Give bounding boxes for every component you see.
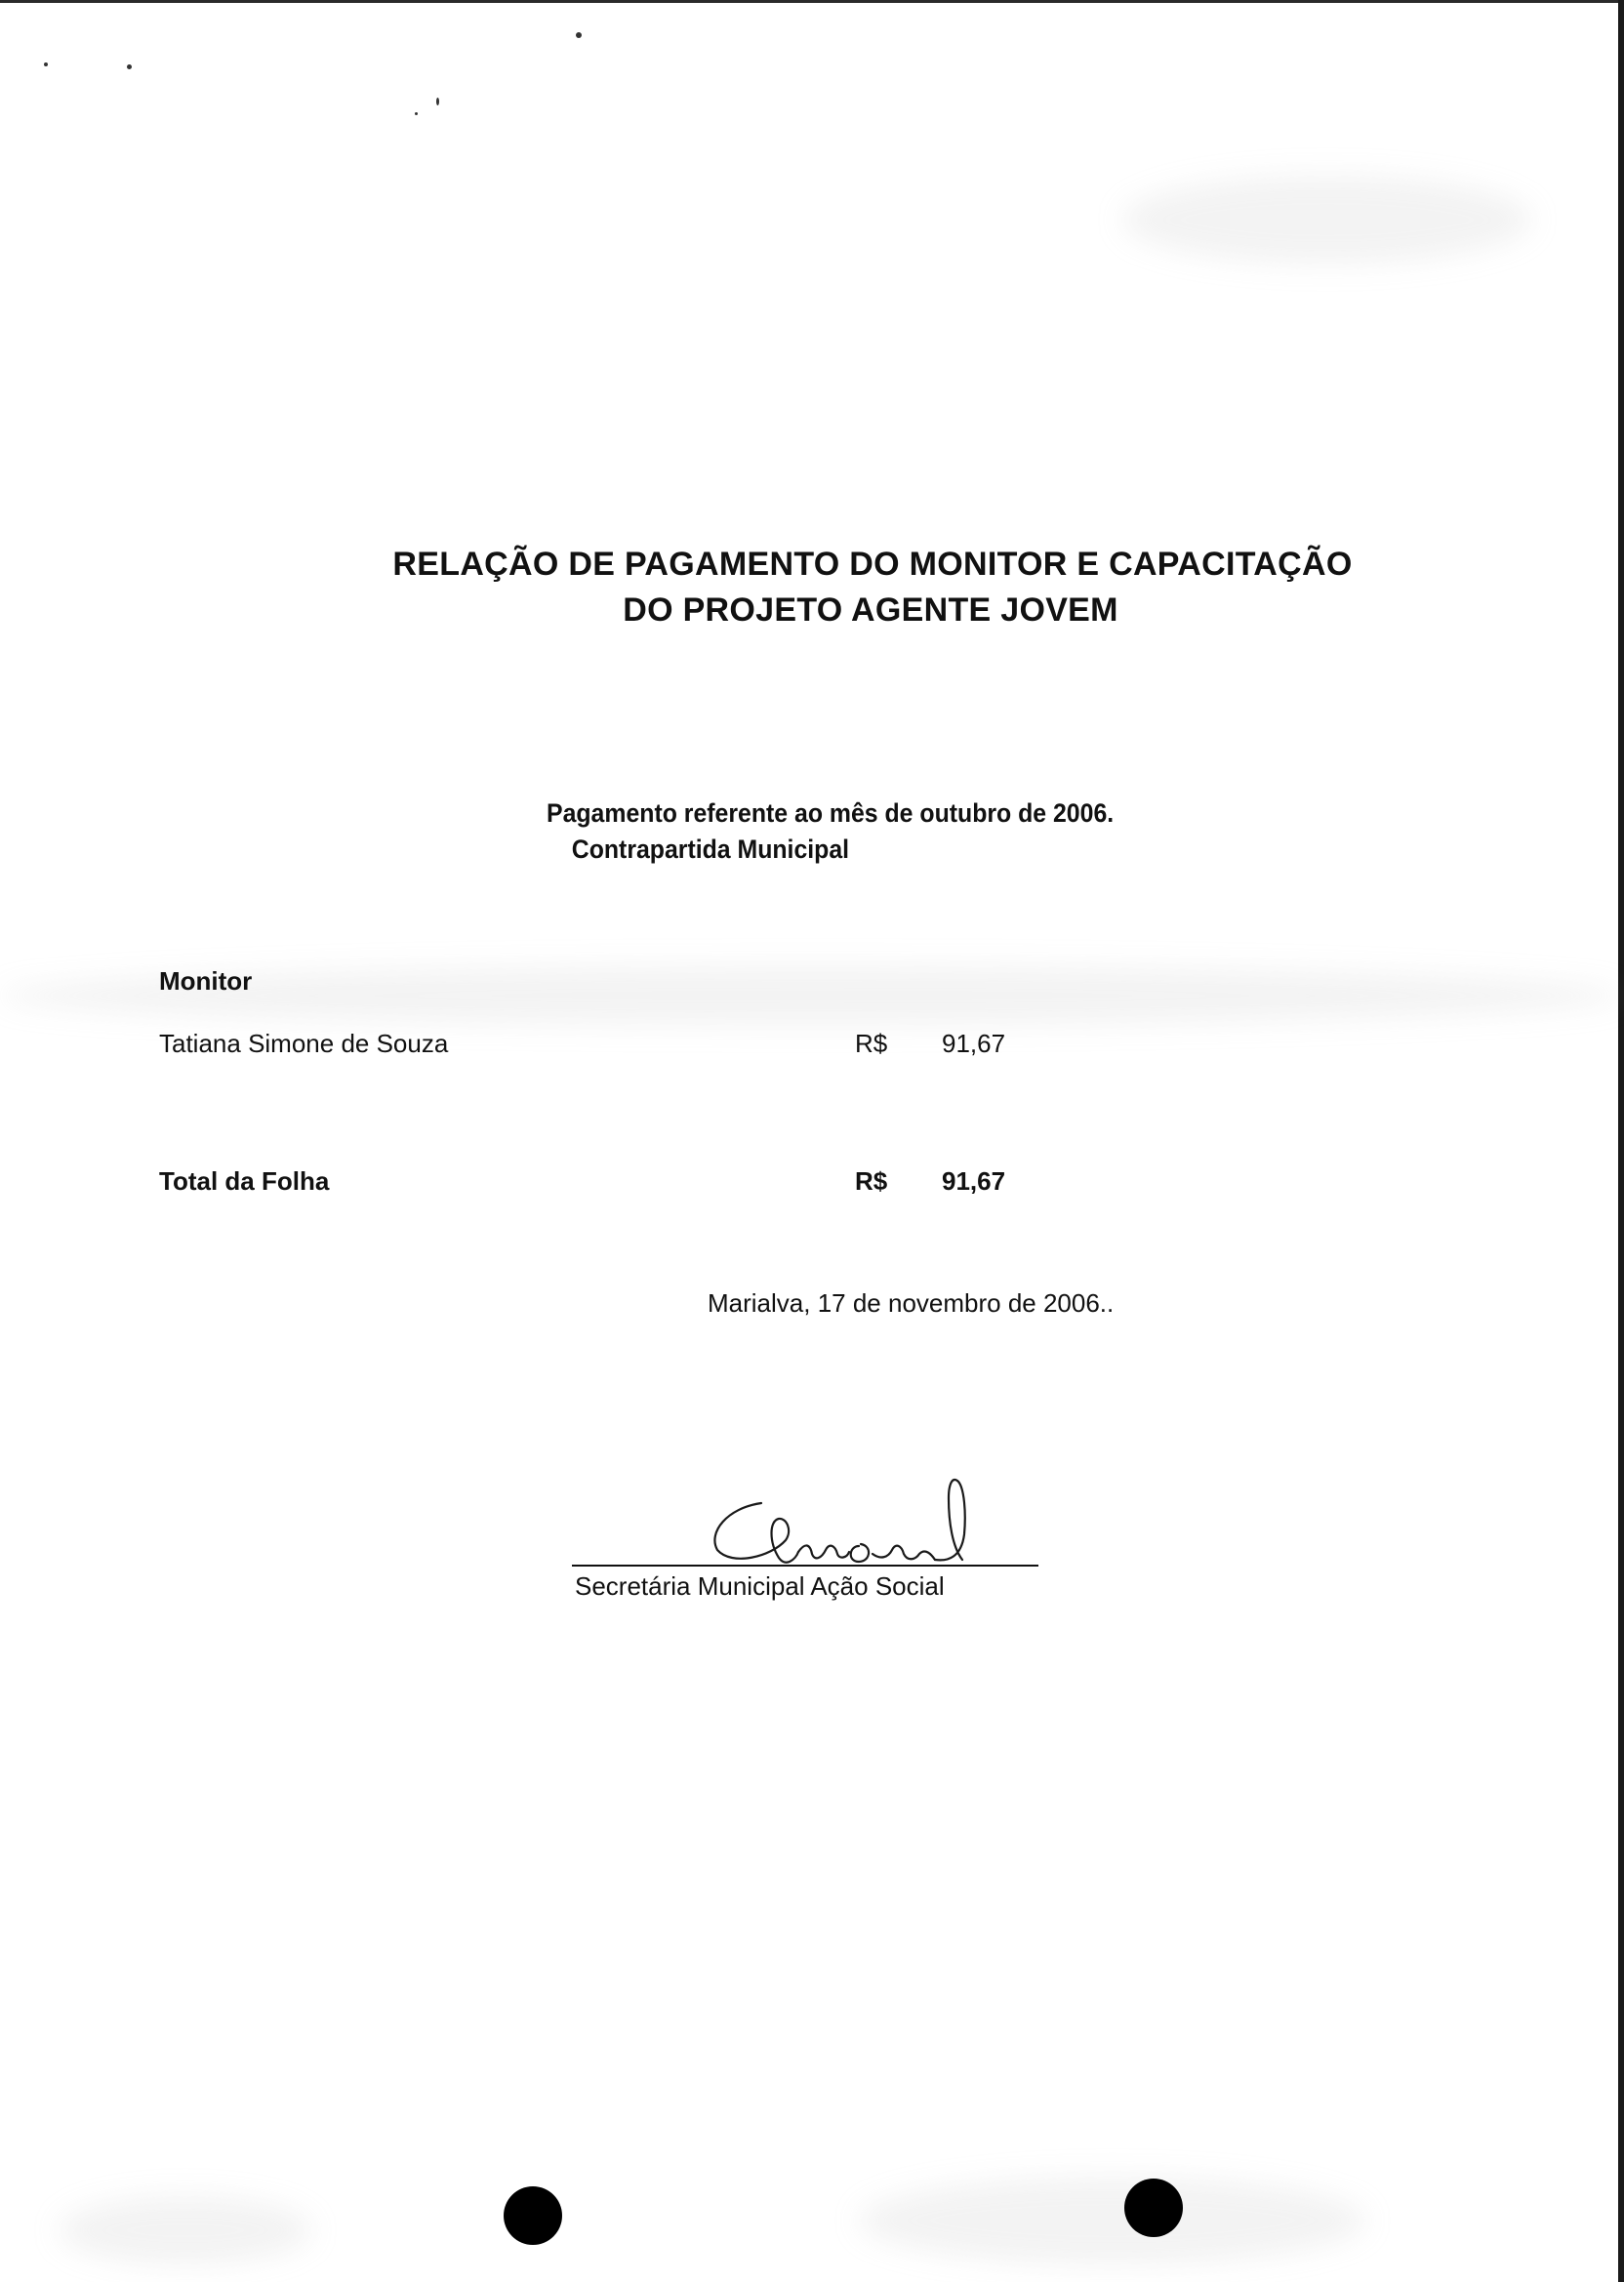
handwritten-signature	[693, 1464, 1044, 1571]
scan-edge-right	[1618, 0, 1624, 2282]
scan-speck	[415, 112, 418, 115]
scan-speck	[576, 32, 582, 38]
scan-smudge	[1122, 176, 1532, 264]
counterpart-label: Contrapartida Municipal	[571, 835, 850, 864]
total-label: Total da Folha	[159, 1166, 330, 1196]
title-line-1: RELAÇÃO DE PAGAMENTO DO MONITOR E CAPACITAÇÃO	[392, 546, 1353, 583]
payee-currency: R$	[855, 1029, 888, 1058]
signature-line	[572, 1565, 1038, 1567]
payee-amount: 91,67	[942, 1029, 1006, 1058]
signature-caption: Secretária Municipal Ação Social	[575, 1571, 945, 1601]
punch-hole-right	[1124, 2179, 1183, 2237]
scan-smudge	[859, 2177, 1366, 2264]
payment-reference	[547, 795, 1114, 868]
payment-reference-line: Pagamento referente ao mês de outubro de 2006.	[547, 798, 1115, 828]
total-currency: R$	[855, 1166, 888, 1196]
total-row	[159, 1166, 1037, 1202]
scan-speck	[127, 64, 132, 69]
title-line-2: DO PROJETO AGENTE JOVEM	[623, 591, 1118, 629]
scan-speck	[436, 98, 439, 105]
punch-hole-left	[504, 2186, 562, 2245]
scan-edge-top	[0, 0, 1624, 3]
payment-row	[159, 1029, 1037, 1064]
total-amount: 91,67	[942, 1166, 1006, 1196]
document-title	[0, 542, 1624, 633]
scan-smudge	[59, 2196, 312, 2264]
scan-speck	[44, 62, 48, 66]
monitor-section-label: Monitor	[159, 966, 253, 996]
payee-name: Tatiana Simone de Souza	[159, 1029, 449, 1058]
place-and-date: Marialva, 17 de novembro de 2006..	[708, 1288, 1115, 1318]
